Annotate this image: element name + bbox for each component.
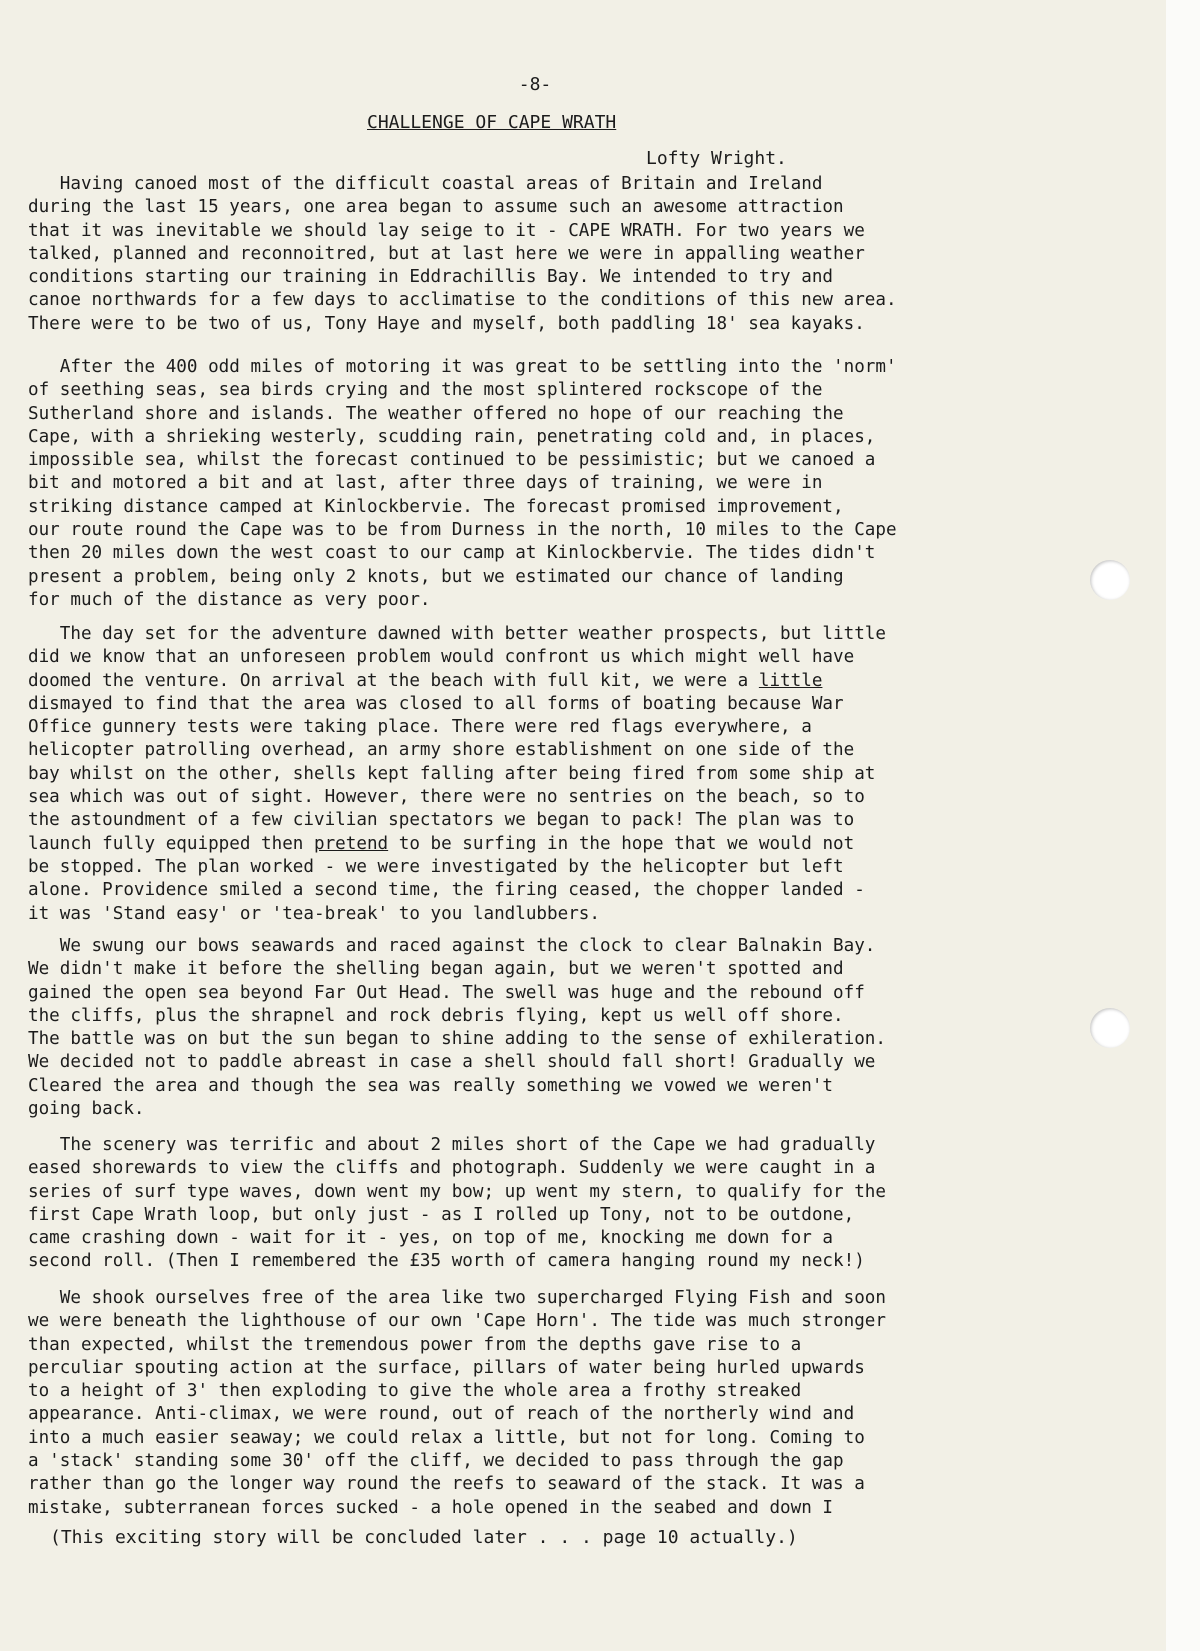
- underlined-word: little: [758, 670, 823, 691]
- text-line: during the last 15 years, one area began to assume such an awesome attraction: [28, 197, 844, 218]
- text-line: Sutherland shore and islands. The weather offered no hope of our reaching the: [28, 403, 844, 424]
- text-line: dismayed to find that the area was closed to all forms of boating because War: [28, 693, 844, 714]
- text-line: be stopped. The plan worked - we were investigated by the helicopter but left: [28, 856, 844, 877]
- paragraph-3: [28, 623, 1048, 926]
- text-line: eased shorewards to view the cliffs and photograph. Suddenly we were caught in a: [28, 1158, 876, 1179]
- text-line: We shook ourselves free of the area like two supercharged Flying Fish and soon: [28, 1288, 886, 1308]
- page-number: -8-: [518, 74, 552, 95]
- text-line: We swung our bows seawards and raced against the clock to clear Balnakin Bay.: [28, 936, 876, 956]
- paragraph-2: [28, 356, 1048, 612]
- text-line: There were to be two of us, Tony Haye and myself, both paddling 18' sea kayaks.: [28, 313, 865, 334]
- text-line: We decided not to paddle abreast in case a shell should fall short! Gradually we: [28, 1052, 876, 1073]
- text-line: impossible sea, whilst the forecast continued to be pessimistic; but we canoed a: [28, 450, 876, 471]
- text-line: present a problem, being only 2 knots, but we estimated our chance of landing: [28, 566, 844, 587]
- paragraph-4: [28, 935, 1048, 1121]
- text-line: series of surf type waves, down went my bow; up went my stern, to qualify for the: [28, 1181, 886, 1202]
- text-line: it was 'Stand easy' or 'tea-break' to you landlubbers.: [28, 903, 600, 924]
- continuation-note: (This exciting story will be concluded later . . . page 10 actually.): [50, 1527, 798, 1548]
- text-line: than expected, whilst the tremendous power from the depths gave rise to a: [28, 1334, 802, 1355]
- text-line: perculiar spouting action at the surface, pillars of water being hurled upwards: [28, 1357, 865, 1378]
- text-line: The scenery was terrific and about 2 miles short of the Cape we had gradually: [28, 1135, 876, 1155]
- text-line: appearance. Anti-climax, we were round, out of reach of the northerly wind and: [28, 1404, 855, 1425]
- text-line: mistake, subterranean forces sucked - a hole opened in the seabed and down I: [28, 1497, 834, 1518]
- text-line: [28, 833, 1048, 856]
- text-line: into a much easier seaway; we could relax a little, but not for long. Coming to: [28, 1427, 865, 1448]
- text-line: bay whilst on the other, shells kept falling after being fired from some ship at: [28, 763, 876, 784]
- text-line: striking distance camped at Kinlockbervie. The forecast promised improvement,: [28, 496, 844, 517]
- text-line: The battle was on but the sun began to shine adding to the sense of exhileration.: [28, 1029, 886, 1050]
- text-line: to a height of 3' then exploding to give the whole area a frothy streaked: [28, 1381, 802, 1402]
- text-line: canoe northwards for a few days to acclimatise to the conditions of this new area.: [28, 290, 897, 311]
- text-line: gained the open sea beyond Far Out Head. The swell was huge and the rebound off: [28, 982, 865, 1003]
- text-segment: launch fully equipped then: [28, 833, 314, 854]
- text-line: going back.: [28, 1099, 145, 1120]
- text-line: the cliffs, plus the shrapnel and rock debris flying, kept us well off shore.: [28, 1005, 844, 1026]
- text-line: Office gunnery tests were taking place. There were red flags everywhere, a: [28, 717, 812, 738]
- text-line: we were beneath the lighthouse of our own 'Cape Horn'. The tide was much stronger: [28, 1311, 886, 1332]
- text-line: Cleared the area and though the sea was really something we vowed we weren't: [28, 1075, 834, 1096]
- text-line: The day set for the adventure dawned with better weather prospects, but little: [28, 624, 886, 644]
- text-segment: doomed the venture. On arrival at the beach with full kit, we were a: [28, 670, 759, 691]
- text-line: Having canoed most of the difficult coastal areas of Britain and Ireland: [28, 174, 823, 194]
- text-line: rather than go the longer way round the reefs to seaward of the stack. It was a: [28, 1474, 865, 1495]
- text-line: a 'stack' standing some 30' off the cliff, we decided to pass through the gap: [28, 1451, 844, 1472]
- text-line: the astoundment of a few civilian spectators we began to pack! The plan was to: [28, 810, 855, 831]
- text-line: talked, planned and reconnoitred, but at last here we were in appalling weather: [28, 243, 865, 264]
- article-title: CHALLENGE OF CAPE WRATH: [367, 112, 617, 133]
- text-line: second roll. (Then I remembered the £35 worth of camera hanging round my neck!): [28, 1251, 865, 1272]
- text-line: helicopter patrolling overhead, an army shore establishment on one side of the: [28, 740, 855, 761]
- punch-hole: [1090, 560, 1130, 600]
- text-line: bit and motored a bit and at last, after three days of training, we were in: [28, 473, 823, 494]
- text-line: [28, 670, 1048, 693]
- text-line: conditions starting our training in Eddrachillis Bay. We intended to try and: [28, 267, 834, 288]
- text-line: that it was inevitable we should lay seige to it - CAPE WRATH. For two years we: [28, 220, 865, 241]
- text-line: then 20 miles down the west coast to our camp at Kinlockbervie. The tides didn't: [28, 543, 876, 564]
- text-line: sea which was out of sight. However, there were no sentries on the beach, so to: [28, 787, 865, 808]
- text-line: for much of the distance as very poor.: [28, 589, 431, 610]
- paragraph-5: [28, 1134, 1048, 1274]
- author-byline: Lofty Wright.: [646, 148, 787, 169]
- text-line: came crashing down - wait for it - yes, on top of me, knocking me down for a: [28, 1228, 834, 1249]
- text-line: alone. Providence smiled a second time, the firing ceased, the chopper landed -: [28, 880, 865, 901]
- text-line: did we know that an unforeseen problem would confront us which might well have: [28, 647, 855, 668]
- text-line: After the 400 odd miles of motoring it was great to be settling into the 'norm': [28, 357, 897, 377]
- text-line: Cape, with a shrieking westerly, scudding rain, penetrating cold and, in places,: [28, 426, 876, 447]
- paragraph-1: [28, 173, 1048, 336]
- text-segment: to be surfing in the hope that we would not: [388, 833, 855, 854]
- punch-hole: [1090, 1008, 1130, 1048]
- underlined-word: pretend: [314, 833, 389, 854]
- text-line: of seething seas, sea birds crying and the most splintered rockscope of the: [28, 380, 823, 401]
- paragraph-6: [28, 1287, 1048, 1520]
- text-line: our route round the Cape was to be from Durness in the north, 10 miles to the Cape: [28, 520, 897, 541]
- text-line: first Cape Wrath loop, but only just - as I rolled up Tony, not to be outdone,: [28, 1204, 855, 1225]
- page-edge: [1166, 0, 1200, 1651]
- text-line: We didn't make it before the shelling began again, but we weren't spotted and: [28, 959, 844, 980]
